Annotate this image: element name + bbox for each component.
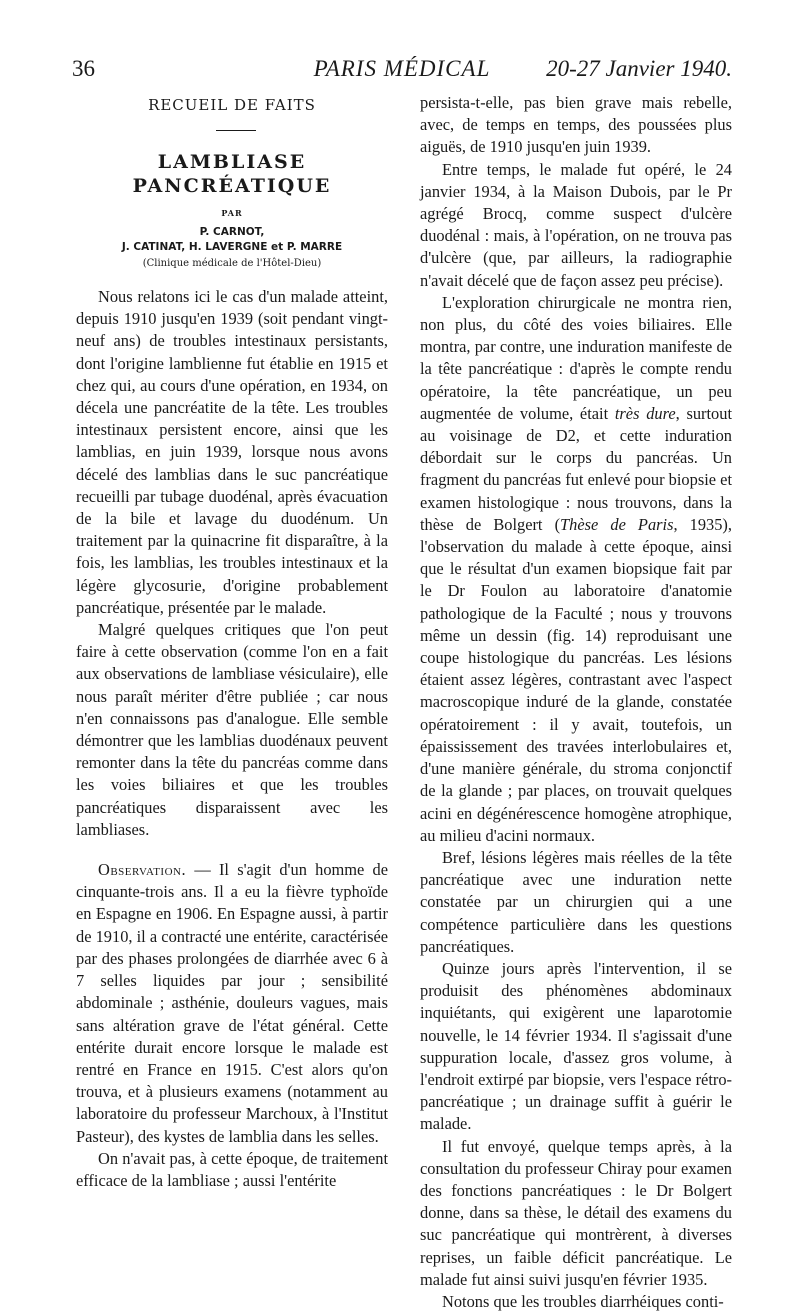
issue-date: 20-27 Janvier 1940. — [546, 56, 732, 81]
authors — [76, 225, 388, 255]
paragraph-followup: Il fut envoyé, quelque temps après, à la consultation du professeur Chiray pour examen des fonctions pancréatiques : le Dr Bolgert donne, dans sa thèse, le détail des examens du suc pancréatique qui montrèrent, à diverses reprises, un faible déficit pancréatique. Le malade fut ainsi suivi jusqu'en février 1935. — [420, 1136, 732, 1289]
by-label: PAR — [221, 208, 243, 218]
thesis-title: Thèse de Paris — [560, 514, 674, 534]
exploration-text-a: L'exploration chirurgicale ne montra rien, non plus, du côté des voies biliaires. Elle montra, par contre, une induration manifeste de la tête pancréatique : d'après le compte rendu opératoire, la tête pancréatique, un peu augmentée de volume, était — [420, 292, 732, 423]
article-title — [76, 150, 388, 198]
paragraph-critique: Malgré quelques critiques que l'on peut faire à cette observation (comme l'on en a fait aux observations de lambliase vésiculaire), elle nous paraît mériter d'être publiée ; car nous n'en connaissons pas d'analogue. Elle semble démontrer que les lamblias duodénaux peuvent remonter dans la tête du pancréas comme dans les voies biliaires et que les troubles pancréatiques disparaissent avec les lambliases. — [76, 620, 388, 839]
right-column — [420, 92, 732, 1313]
page-number: 36 — [72, 56, 95, 81]
authors-line-2: J. CATINAT, H. LAVERGNE et P. MARRE — [121, 241, 343, 253]
observation-text: — Il s'agit d'un homme de cinquante-trois ans. Il a eu la fièvre typhoïde en Espagne en 1906. En Espagne aussi, à partir de 1910, il a contracté une entérite, caractérisée par des phases prolongées de diarrhée avec 6 à 7 selles liquides par jour ; sensibilité abdominale ; asthénie, douleurs vagues, mais sans altération grave de l'état général. Cette entérite durait encore lorsque le malade est rentré en France en 1915. C'est alors qu'on trouva, et à plusieurs examens (notamment au laboratoire du professeur Marchoux, à l'Institut Pasteur), des kystes de lamblia dans les selles. — [76, 860, 388, 1146]
paragraph-intro: Nous relatons ici le cas d'un malade atteint, depuis 1910 jusqu'en 1939 (soit pendant vingt-neuf ans) de troubles intestinaux persistants, dont l'origine lamblienne fut établie en 1915 et chez qui, au cours d'une opération, en 1934, on décela une pancréatite de la tête. Les troubles intestinaux persistent encore, ainsi que les lamblias, en juin 1939, lorsque nous avons décelé des lamblias dans le suc pancréatique recueilli par tubage duodénal, après évacuation de la bile et lavage du duodénum. Un traitement par la quinacrine fit disparaître, à la fois, les lamblias, les troubles intestinaux et la légère glycosurie, d'origine probablement pancréatique, présentée par le malade. — [76, 287, 388, 617]
paragraph-observation — [76, 859, 388, 1148]
title-line-2: PANCRÉATIQUE — [132, 175, 332, 197]
paragraph-treatment: On n'avait pas, à cette époque, de traitement efficace de la lambliase ; aussi l'entérite — [76, 1148, 388, 1190]
affiliation: (Clinique médicale de l'Hôtel-Dieu) — [142, 258, 322, 269]
section-rubric: RECUEIL DE FAITS — [148, 96, 316, 114]
observation-label: Observation. — [98, 860, 187, 880]
paragraph-complication: Quinze jours après l'intervention, il se produisit des phénomènes abdominaux inquiétants, qui exigèrent une laparotomie nouvelle, le 14 février 1934. Il s'agissait d'une suppuration locale, d'assez gros volume, à l'endroit extirpé par biopsie, vers l'espace rétro-pancréatique ; un drainage suffit à guérir le malade. — [420, 958, 732, 1134]
exploration-text-e: , 1935), l'observation du malade à cette époque, ainsi que le résultat d'un examen biopsique fait par le Dr Foulon au laboratoire d'anatomie pathologique de la Faculté ; nous y trouvons même un dessin (fig. 14) reproduisant une coupe histologique du pancréas. Les lésions étaient assez légères, contrastant avec l'aspect macroscopique induré de la glande, constatée opératoirement : il y avait, toutefois, un épaississement des travées interlobulaires et, d'une manière générale, du stroma conjonctif de la glande ; par places, on trouvait quelques acini en dégénérescence homogène atrophique, au milieu d'acini normaux. — [420, 514, 732, 845]
journal-title: PARIS MÉDICAL — [313, 56, 491, 81]
authors-line-1: P. CARNOT, — [199, 226, 265, 238]
left-column — [76, 286, 388, 1192]
exploration-text-c: , surtout au voisinage de D2, et cette induration débordait sur le corps du pancréas. Un fragment du pancréas fut enlevé pour biopsie et examen histologique : nous trouvons, dans la thèse de Bolgert ( — [420, 403, 733, 534]
exploration-emphasis: très dure — [614, 403, 676, 423]
paragraph-exploration — [420, 292, 732, 847]
paragraph-operation: Entre temps, le malade fut opéré, le 24 janvier 1934, à la Maison Dubois, par le Pr agrégé Brocq, comme suspect d'ulcère duodénal : mais, à l'opération, on ne trouva pas d'ulcère (que, par ailleurs, la radiographie n'avait décelé que de façon assez peu précise). — [420, 159, 732, 290]
running-header — [72, 56, 732, 90]
paragraph-closing: Notons que les troubles diarrhéiques conti- — [442, 1291, 724, 1311]
paragraph-summary: Bref, lésions légères mais réelles de la tête pancréatique avec une induration nette constatée par un chirurgien qui a une compétence particulière dans les questions pancréatiques. — [420, 847, 732, 956]
title-line-1: LAMBLIASE — [157, 151, 307, 173]
paragraph-continuation: persista-t-elle, pas bien grave mais rebelle, avec, de temps en temps, des poussées plus aiguës, de 1910 jusqu'en juin 1939. — [420, 93, 732, 157]
divider — [216, 130, 256, 131]
